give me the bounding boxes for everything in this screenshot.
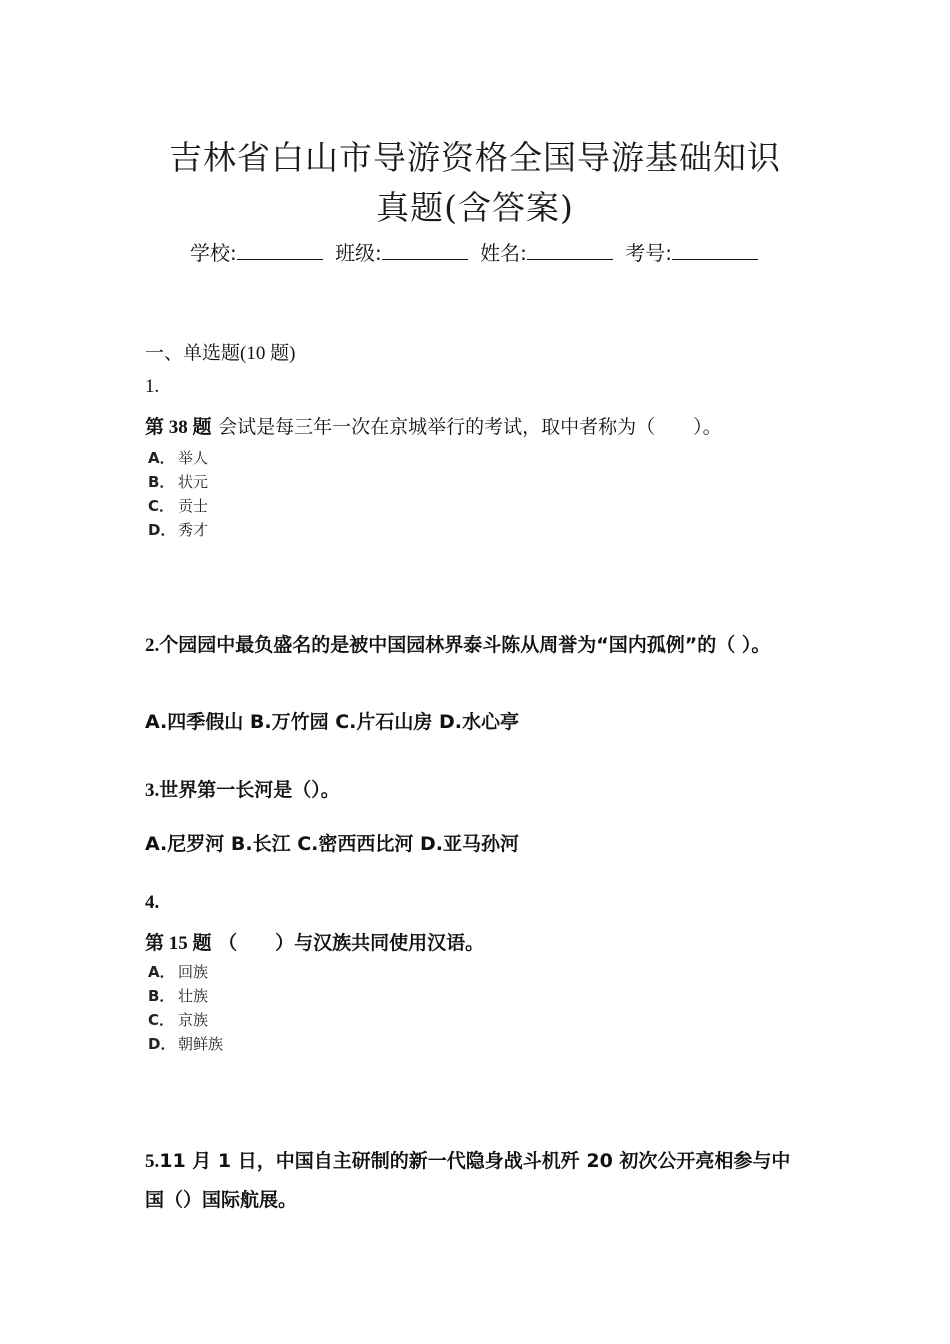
name-label: 姓名: <box>480 241 527 265</box>
exam-no-blank <box>672 241 758 260</box>
class-blank <box>382 241 468 260</box>
q4-option-b: B． 壮族 <box>148 987 209 1005</box>
q4-stem <box>145 928 484 955</box>
q2-stem <box>145 626 815 665</box>
q3-text: 世界第一长河是（）。 <box>159 779 340 801</box>
name-blank <box>527 241 613 260</box>
q2-number: 2. <box>145 635 160 656</box>
school-blank <box>237 241 323 260</box>
q3-number: 3. <box>145 780 160 801</box>
q1-stem <box>145 412 722 439</box>
q1-number: 1. <box>145 376 160 397</box>
q4-text: （ ）与汉族共同使用汉语。 <box>218 932 485 954</box>
q1-option-d: D． 秀才 <box>148 521 209 539</box>
student-info-line <box>0 237 950 266</box>
q2-text: 个园园中最负盛名的是被中国园林界泰斗陈从周誉为“国内孤例”的（ ）。 <box>159 634 771 656</box>
q5-text: 11 月 1 日，中国自主研制的新一代隐身战斗机歼 20 初次公开亮相参与中国（）国际航展。 <box>145 1150 791 1211</box>
q1-option-b: B． 状元 <box>148 473 209 491</box>
q4-number: 4. <box>145 892 160 913</box>
doc-title-line2: 真题(含答案) <box>376 188 574 227</box>
q1-options <box>148 446 208 542</box>
q4-option-a: A． 回族 <box>148 963 209 981</box>
q4-label: 第 15 题 <box>145 933 212 954</box>
exam-no-label: 考号: <box>625 241 673 265</box>
school-label: 学校: <box>189 241 237 265</box>
q4-option-d: D． 朝鲜族 <box>148 1035 224 1053</box>
doc-title-line1: 吉林省白山市导游资格全国导游基础知识 <box>169 138 781 177</box>
q3-answers: A.尼罗河 B.长江 C.密西西比河 D.亚马孙河 <box>145 833 519 855</box>
q4-options <box>148 960 223 1056</box>
q2-answers: A.四季假山 B.万竹园 C.片石山房 D.水心亭 <box>145 711 519 733</box>
q1-option-a: A． 举人 <box>148 449 209 467</box>
q5-stem <box>145 1142 805 1219</box>
q5-number: 5. <box>145 1151 160 1172</box>
q1-label: 第 38 题 <box>145 417 212 438</box>
class-label: 班级: <box>335 241 382 265</box>
q4-option-c: C． 京族 <box>148 1011 209 1029</box>
q1-option-c: C． 贡士 <box>148 497 209 515</box>
section-heading: 一、单选题(10 题) <box>145 343 296 364</box>
q1-text: 会试是每三年一次在京城举行的考试，取中者称为（ ）。 <box>218 416 722 438</box>
q3-stem <box>145 771 815 810</box>
